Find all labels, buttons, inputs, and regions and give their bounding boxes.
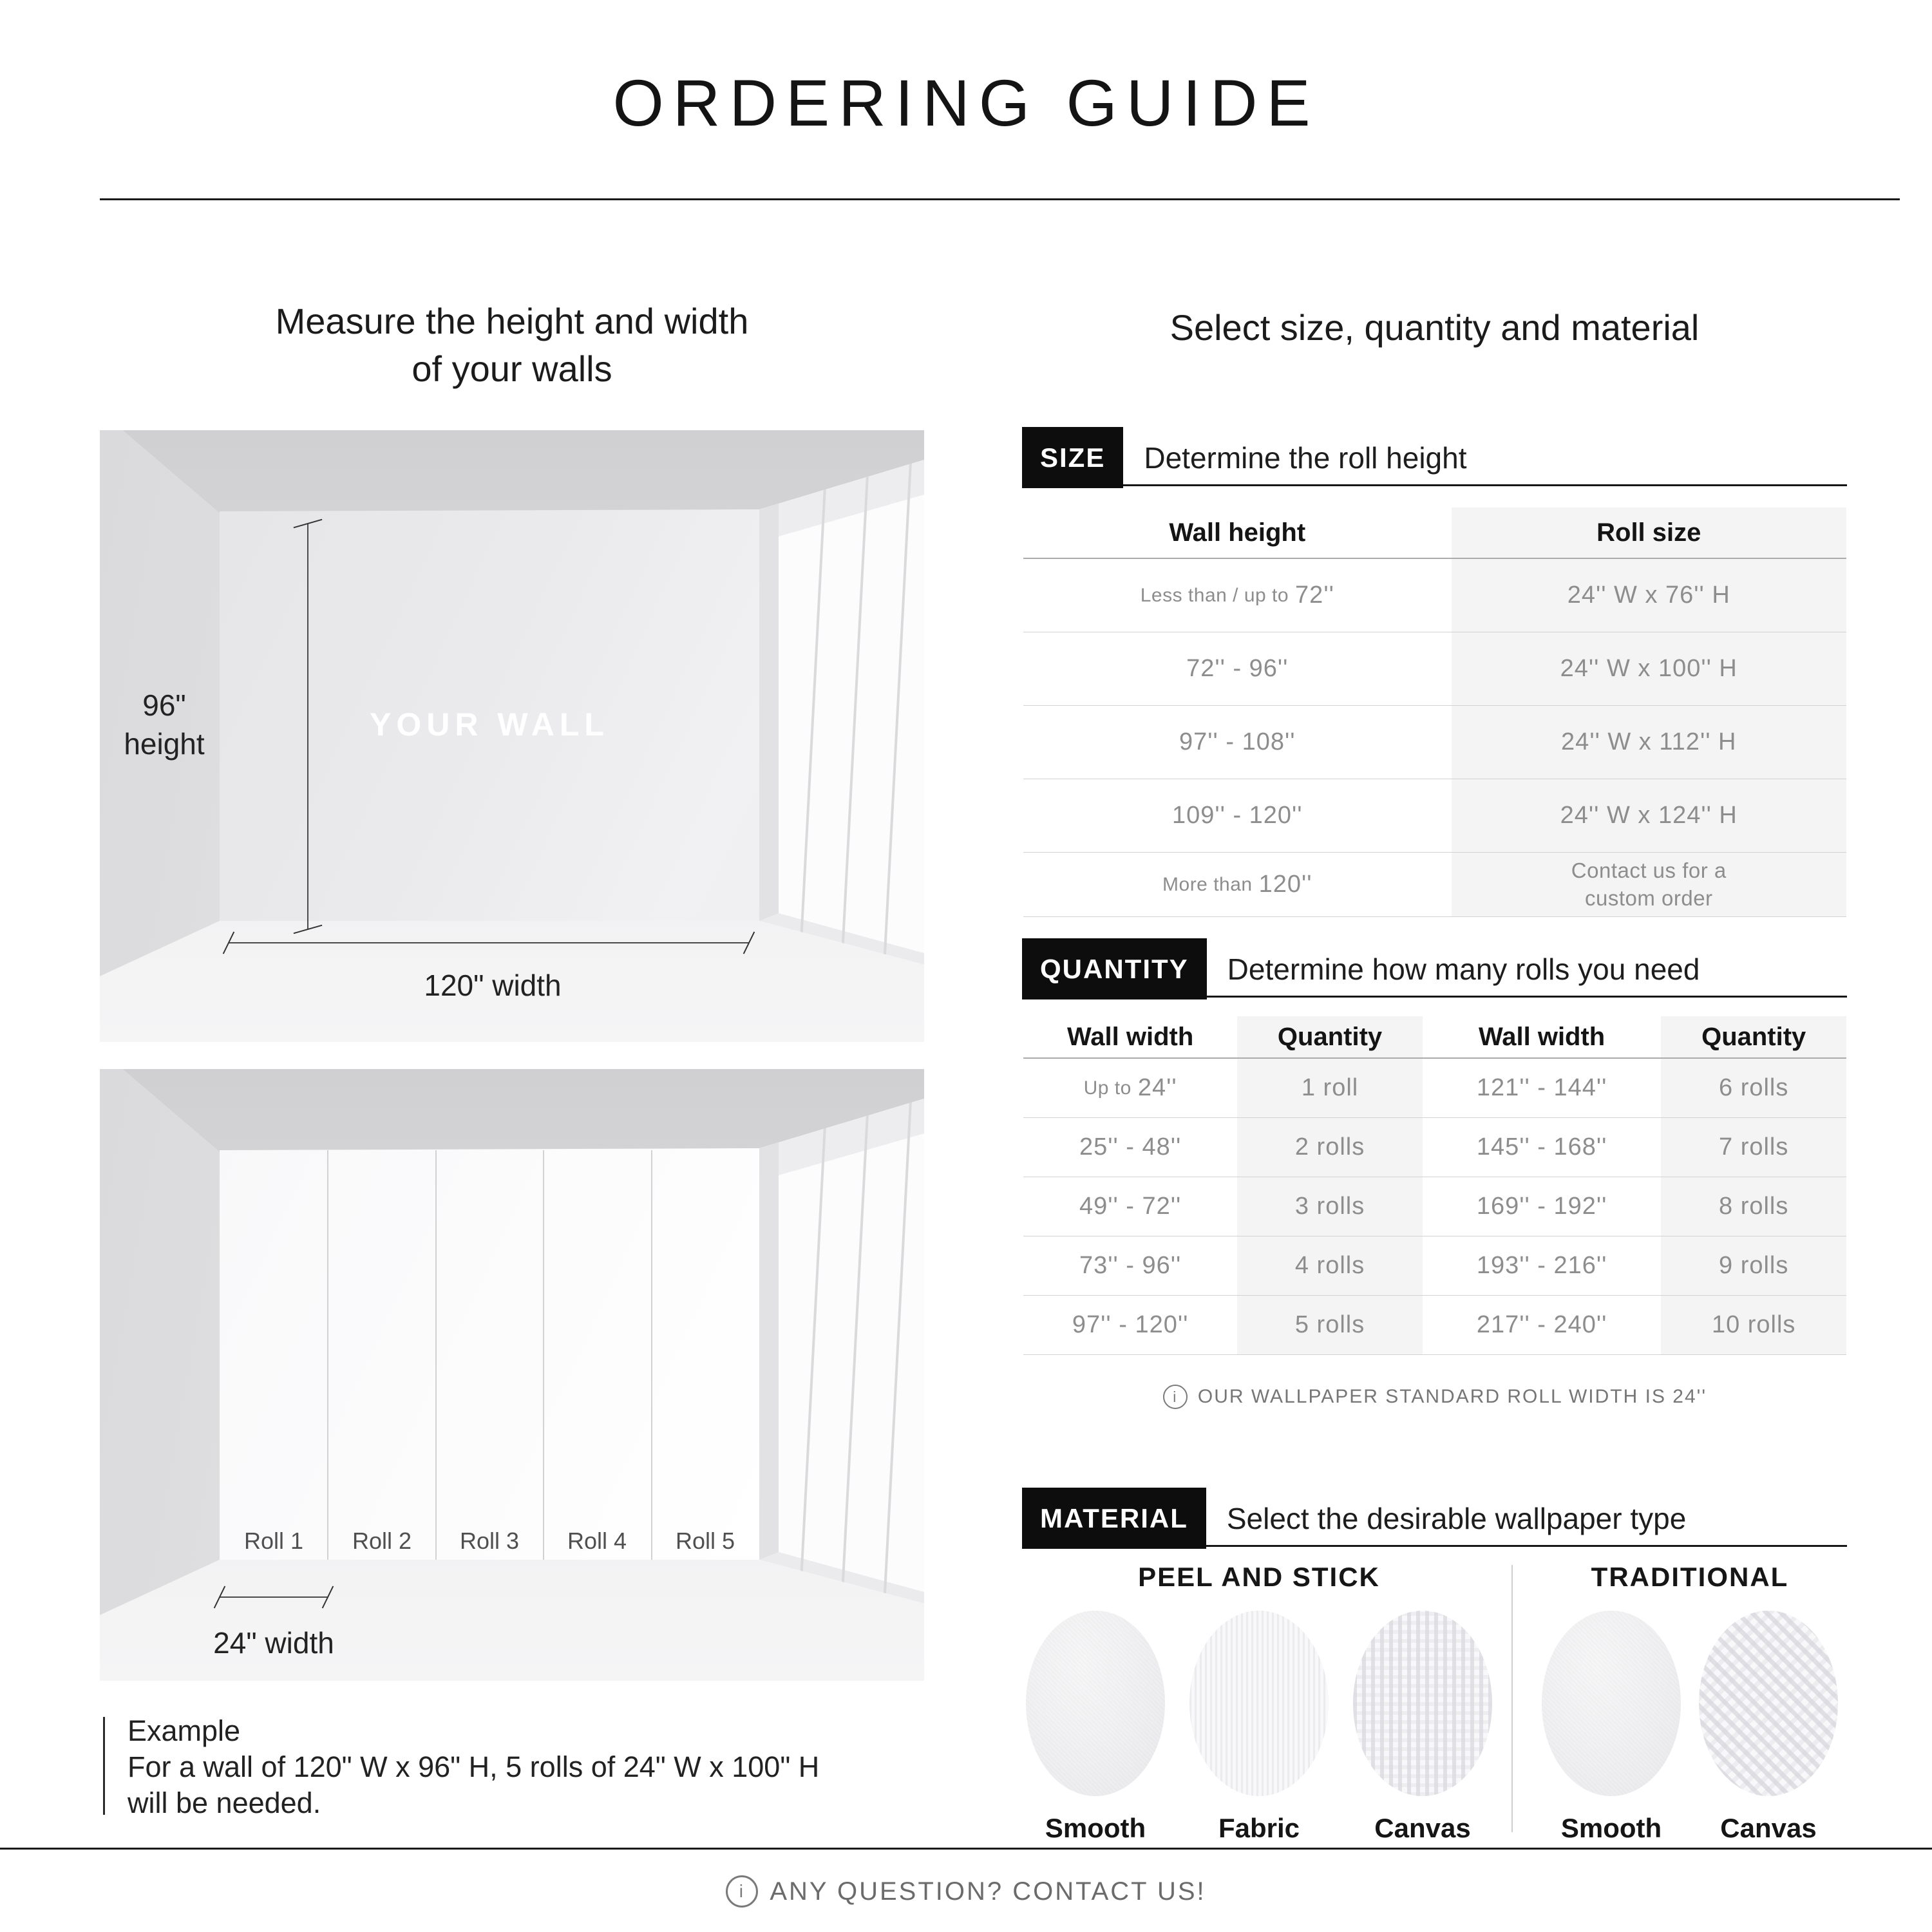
window-mullion bbox=[799, 1114, 827, 1603]
size-tag: SIZE bbox=[1022, 427, 1123, 488]
height-dimension-line bbox=[307, 524, 308, 929]
group-title: TRADITIONAL bbox=[1591, 1562, 1789, 1592]
size-cell-roll bbox=[1452, 853, 1846, 917]
qty-cell-wall bbox=[1023, 1059, 1237, 1118]
cell-value: 97'' - 108'' bbox=[1179, 728, 1296, 755]
cell-prefix: More than bbox=[1162, 873, 1253, 895]
size-subtitle: Determine the roll height bbox=[1144, 440, 1467, 475]
qty-cell-qty: 8 rolls bbox=[1661, 1177, 1846, 1236]
roll-panel-divider bbox=[651, 1150, 652, 1560]
roll-label-5: Roll 5 bbox=[675, 1528, 735, 1554]
footer-divider bbox=[0, 1848, 1932, 1850]
swatch-label: Fabric bbox=[1218, 1813, 1300, 1843]
section-rule bbox=[1022, 484, 1847, 486]
quantity-section-header bbox=[1022, 938, 1847, 999]
roll-panel-divider bbox=[543, 1150, 544, 1560]
cell-value: 120'' bbox=[1258, 871, 1312, 898]
room-illustration-rolls bbox=[100, 1069, 924, 1681]
swatch-label: Canvas bbox=[1374, 1813, 1471, 1843]
swatch-label: Smooth bbox=[1045, 1813, 1146, 1843]
footer-text: ANY QUESTION? CONTACT US! bbox=[770, 1877, 1206, 1906]
qty-col-qty-header: Quantity bbox=[1237, 1016, 1423, 1059]
size-cell-wall bbox=[1023, 779, 1452, 853]
cell-line2: custom order bbox=[1584, 886, 1713, 910]
measure-heading-line1: Measure the height and width bbox=[275, 301, 749, 341]
swatch-label: Smooth bbox=[1560, 1813, 1662, 1843]
size-cell-roll: 24'' W x 124'' H bbox=[1452, 779, 1846, 853]
qty-cell-wall: 25'' - 48'' bbox=[1023, 1118, 1237, 1177]
swatch-fabric bbox=[1189, 1611, 1329, 1844]
material-tag: MATERIAL bbox=[1022, 1488, 1206, 1549]
qty-col-qty-header: Quantity bbox=[1661, 1016, 1846, 1059]
info-icon: i bbox=[726, 1875, 758, 1908]
width-dimension-label: 120" width bbox=[424, 969, 562, 1002]
texture-smooth-icon bbox=[1026, 1611, 1165, 1796]
size-cell-wall bbox=[1023, 559, 1452, 632]
quantity-table bbox=[1023, 1016, 1846, 1355]
title-divider bbox=[100, 198, 1900, 200]
roll-label-3: Roll 3 bbox=[459, 1528, 520, 1554]
qty-cell-wall: 145'' - 168'' bbox=[1423, 1118, 1662, 1177]
roll-width-dimension-line bbox=[220, 1596, 328, 1598]
cell-value: 24'' bbox=[1137, 1074, 1177, 1101]
material-group-peel-and-stick bbox=[1022, 1562, 1496, 1844]
size-cell-roll: 24'' W x 100'' H bbox=[1452, 632, 1846, 706]
cell-value: 72'' bbox=[1295, 582, 1334, 609]
texture-smooth-icon bbox=[1542, 1611, 1681, 1796]
texture-fabric-icon bbox=[1189, 1611, 1329, 1796]
roll-label-4: Roll 4 bbox=[567, 1528, 627, 1554]
window-mullion bbox=[840, 468, 869, 972]
qty-cell-wall: 217'' - 240'' bbox=[1423, 1296, 1662, 1355]
example-line1: For a wall of 120" W x 96" H, 5 rolls of 24" W x 100" H bbox=[128, 1750, 820, 1783]
size-table bbox=[1023, 507, 1846, 917]
example-heading: Example bbox=[128, 1714, 241, 1747]
cell-value: 109'' - 120'' bbox=[1171, 802, 1303, 829]
material-subtitle: Select the desirable wallpaper type bbox=[1226, 1501, 1687, 1535]
note-text: OUR WALLPAPER STANDARD ROLL WIDTH IS 24'' bbox=[1197, 1386, 1707, 1407]
page-title: ORDERING GUIDE bbox=[612, 66, 1320, 140]
select-heading: Select size, quantity and material bbox=[1170, 307, 1700, 348]
qty-cell-wall: 193'' - 216'' bbox=[1423, 1236, 1662, 1296]
swatch-canvas bbox=[1353, 1611, 1492, 1844]
swatch-smooth bbox=[1542, 1611, 1681, 1844]
qty-cell-wall: 121'' - 144'' bbox=[1423, 1059, 1662, 1118]
size-cell-roll: 24'' W x 76'' H bbox=[1452, 559, 1846, 632]
swatch-label: Canvas bbox=[1720, 1813, 1817, 1843]
size-cell-wall bbox=[1023, 853, 1452, 917]
qty-cell-wall: 169'' - 192'' bbox=[1423, 1177, 1662, 1236]
size-cell-roll: 24'' W x 112'' H bbox=[1452, 706, 1846, 779]
qty-cell-qty: 10 rolls bbox=[1661, 1296, 1846, 1355]
room-illustration-measured-wall bbox=[100, 430, 924, 1042]
height-value: 96" bbox=[142, 688, 186, 722]
qty-cell-wall: 97'' - 120'' bbox=[1023, 1296, 1237, 1355]
roll-panel-divider bbox=[435, 1150, 437, 1560]
swatch-row bbox=[1533, 1611, 1847, 1844]
height-word: height bbox=[124, 726, 205, 761]
group-title: PEEL AND STICK bbox=[1138, 1562, 1380, 1592]
qty-cell-qty: 1 roll bbox=[1237, 1059, 1423, 1118]
roll-label-2: Roll 2 bbox=[352, 1528, 412, 1554]
qty-col-wall-header: Wall width bbox=[1423, 1016, 1662, 1059]
qty-cell-qty: 2 rolls bbox=[1237, 1118, 1423, 1177]
qty-cell-qty: 3 rolls bbox=[1237, 1177, 1423, 1236]
size-cell-wall bbox=[1023, 632, 1452, 706]
size-cell-wall bbox=[1023, 706, 1452, 779]
texture-canvas-icon bbox=[1699, 1611, 1838, 1796]
qty-cell-wall: 73'' - 96'' bbox=[1023, 1236, 1237, 1296]
example-line2: will be needed. bbox=[128, 1786, 321, 1819]
qty-cell-qty: 5 rolls bbox=[1237, 1296, 1423, 1355]
quantity-tag: QUANTITY bbox=[1022, 938, 1207, 999]
roll-panel-divider bbox=[327, 1150, 328, 1560]
swatch-smooth bbox=[1026, 1611, 1165, 1844]
footer-contact bbox=[0, 1875, 1932, 1908]
qty-cell-wall: 49'' - 72'' bbox=[1023, 1177, 1237, 1236]
measure-heading-line2: of your walls bbox=[412, 348, 612, 389]
qty-cell-qty: 6 rolls bbox=[1661, 1059, 1846, 1118]
window-mullion bbox=[882, 461, 912, 979]
example-accent-bar bbox=[103, 1717, 105, 1815]
window-mullion bbox=[799, 475, 827, 964]
width-dimension-line bbox=[229, 942, 749, 943]
swatch-canvas bbox=[1699, 1611, 1838, 1844]
qty-cell-qty: 7 rolls bbox=[1661, 1118, 1846, 1177]
cell-value: 72'' - 96'' bbox=[1186, 655, 1289, 682]
cell-line1: Contact us for a bbox=[1571, 858, 1727, 882]
qty-cell-qty: 4 rolls bbox=[1237, 1236, 1423, 1296]
quantity-subtitle: Determine how many rolls you need bbox=[1227, 952, 1700, 986]
qty-col-wall-header: Wall width bbox=[1023, 1016, 1237, 1059]
material-section-header bbox=[1022, 1488, 1847, 1549]
example-block bbox=[128, 1713, 819, 1821]
measure-heading bbox=[100, 298, 924, 393]
material-group-traditional bbox=[1533, 1562, 1847, 1844]
size-col-wall-header: Wall height bbox=[1023, 507, 1452, 559]
roll-width-dimension-label: 24" width bbox=[213, 1626, 334, 1660]
info-icon: i bbox=[1163, 1385, 1188, 1409]
cell-prefix: Up to bbox=[1083, 1077, 1132, 1099]
your-wall-label: YOUR WALL bbox=[370, 706, 609, 743]
window-mullion bbox=[840, 1106, 869, 1611]
qty-cell-qty: 9 rolls bbox=[1661, 1236, 1846, 1296]
height-dimension-label bbox=[106, 687, 222, 764]
swatch-row bbox=[1022, 1611, 1496, 1844]
size-col-roll-header: Roll size bbox=[1452, 507, 1846, 559]
texture-canvas-icon bbox=[1353, 1611, 1492, 1796]
material-group-divider bbox=[1511, 1565, 1513, 1832]
window-mullion bbox=[882, 1100, 912, 1618]
cell-prefix: Less than / up to bbox=[1140, 584, 1289, 606]
roll-width-note bbox=[1023, 1385, 1846, 1409]
size-section-header bbox=[1022, 427, 1847, 488]
roll-label-1: Roll 1 bbox=[243, 1528, 304, 1554]
